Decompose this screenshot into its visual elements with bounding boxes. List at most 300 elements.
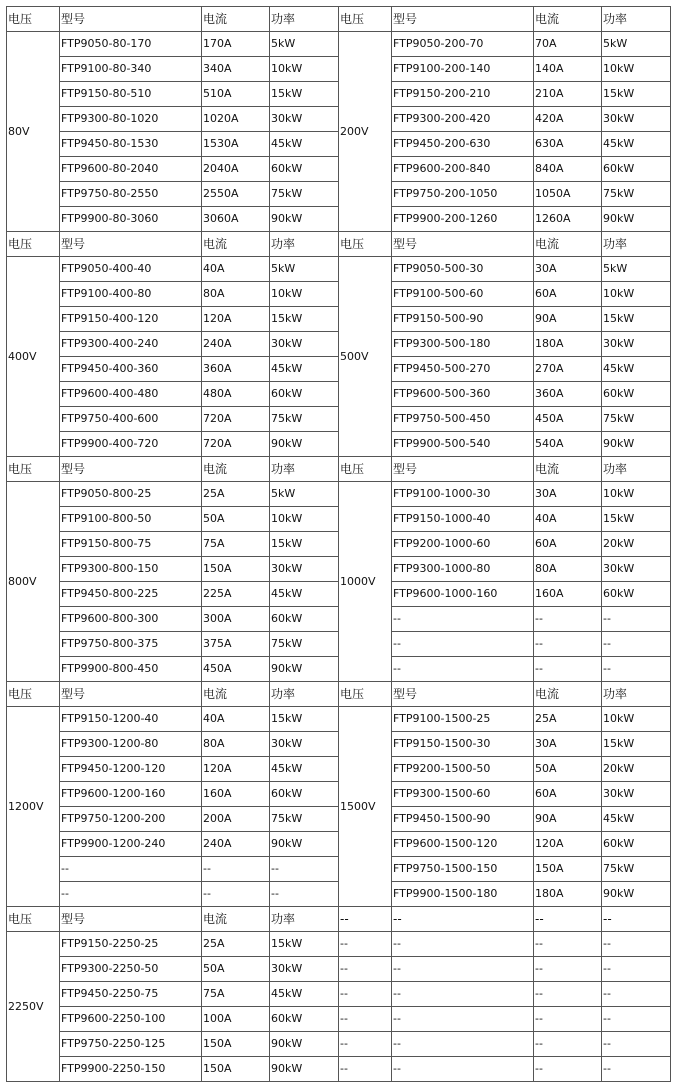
header-power: 功率 [602,7,671,32]
power-cell: 45kW [270,357,339,382]
power-cell: 10kW [602,707,671,732]
header-model: 型号 [392,682,534,707]
power-cell: 30kW [270,557,339,582]
model-cell: FTP9750-200-1050 [392,182,534,207]
model-cell: FTP9900-400-720 [60,432,202,457]
current-cell: 150A [202,1032,270,1057]
model-cell: FTP9150-200-210 [392,82,534,107]
power-cell: 15kW [270,307,339,332]
current-cell: 420A [534,107,602,132]
header-model: 型号 [60,232,202,257]
power-cell: 90kW [270,1057,339,1082]
model-cell: FTP9450-500-270 [392,357,534,382]
voltage-cell: 1200V [7,707,60,907]
voltage-cell: 800V [7,482,60,682]
model-cell: FTP9750-800-375 [60,632,202,657]
current-cell: -- [202,882,270,907]
header-model: 型号 [392,232,534,257]
model-cell: FTP9600-1200-160 [60,782,202,807]
current-cell: 50A [202,957,270,982]
power-cell: 90kW [270,657,339,682]
power-cell: 15kW [270,82,339,107]
current-cell: 3060A [202,207,270,232]
power-cell: 60kW [270,607,339,632]
placeholder-cell: -- [602,957,671,982]
power-cell: 30kW [602,332,671,357]
model-cell: FTP9900-200-1260 [392,207,534,232]
current-cell: 150A [202,557,270,582]
power-cell: 90kW [602,207,671,232]
current-cell: 60A [534,782,602,807]
current-cell: 25A [202,932,270,957]
placeholder-cell: -- [534,1007,602,1032]
section-header-row [7,907,671,932]
voltage-cell: 1000V [339,482,392,682]
model-cell: FTP9450-800-225 [60,582,202,607]
model-cell: FTP9150-500-90 [392,307,534,332]
model-cell: FTP9300-1500-60 [392,782,534,807]
current-cell: 240A [202,832,270,857]
power-cell: 90kW [602,432,671,457]
section-header-row [7,232,671,257]
current-cell: 40A [202,707,270,732]
power-cell: 90kW [270,432,339,457]
power-cell: 45kW [602,807,671,832]
current-cell: 140A [534,57,602,82]
header-current: 电流 [202,7,270,32]
header-voltage: 电压 [7,907,60,932]
header-placeholder: -- [339,907,392,932]
current-cell: 270A [534,357,602,382]
current-cell: 60A [534,532,602,557]
power-cell: 45kW [270,132,339,157]
placeholder-cell: -- [339,957,392,982]
voltage-cell: 200V [339,32,392,232]
table-row [7,32,671,57]
current-cell: -- [534,632,602,657]
current-cell: 80A [202,732,270,757]
model-cell: FTP9100-80-340 [60,57,202,82]
placeholder-cell: -- [534,932,602,957]
table-row [7,932,671,957]
placeholder-cell: -- [392,957,534,982]
model-cell: FTP9600-1500-120 [392,832,534,857]
header-power: 功率 [270,232,339,257]
current-cell: 360A [202,357,270,382]
power-cell: -- [602,607,671,632]
placeholder-cell: -- [602,932,671,957]
power-cell: 30kW [270,957,339,982]
power-cell: 60kW [270,1007,339,1032]
model-cell: FTP9100-1500-25 [392,707,534,732]
model-cell: FTP9750-80-2550 [60,182,202,207]
placeholder-cell: -- [534,1032,602,1057]
current-cell: 180A [534,882,602,907]
power-cell: -- [602,632,671,657]
header-placeholder: -- [534,907,602,932]
power-cell: 60kW [602,582,671,607]
power-cell: 10kW [270,282,339,307]
current-cell: 200A [202,807,270,832]
power-cell: 15kW [602,732,671,757]
current-cell: 480A [202,382,270,407]
current-cell: 340A [202,57,270,82]
current-cell: 1530A [202,132,270,157]
header-model: 型号 [60,457,202,482]
model-cell: FTP9600-2250-100 [60,1007,202,1032]
model-cell: FTP9100-800-50 [60,507,202,532]
power-cell: 15kW [602,507,671,532]
model-cell: FTP9050-800-25 [60,482,202,507]
current-cell: 450A [534,407,602,432]
power-cell: 45kW [270,757,339,782]
power-cell: 60kW [602,382,671,407]
placeholder-cell: -- [602,1032,671,1057]
power-cell: 5kW [270,257,339,282]
product-spec-table [6,6,671,1082]
voltage-cell: 400V [7,257,60,457]
current-cell: -- [202,857,270,882]
model-cell: FTP9900-500-540 [392,432,534,457]
model-cell: FTP9150-80-510 [60,82,202,107]
model-cell: FTP9450-1200-120 [60,757,202,782]
current-cell: 30A [534,732,602,757]
power-cell: 45kW [270,982,339,1007]
model-cell: FTP9200-1500-50 [392,757,534,782]
section-header-row [7,457,671,482]
placeholder-cell: -- [339,1032,392,1057]
placeholder-cell: -- [534,1057,602,1082]
placeholder-cell: -- [534,982,602,1007]
power-cell: -- [602,657,671,682]
power-cell: 75kW [602,182,671,207]
current-cell: 180A [534,332,602,357]
current-cell: 90A [534,307,602,332]
header-power: 功率 [602,682,671,707]
header-current: 电流 [534,682,602,707]
model-cell: FTP9050-200-70 [392,32,534,57]
current-cell: 120A [534,832,602,857]
current-cell: 50A [534,757,602,782]
header-placeholder: -- [392,907,534,932]
current-cell: 40A [534,507,602,532]
placeholder-cell: -- [392,932,534,957]
model-cell: FTP9450-80-1530 [60,132,202,157]
placeholder-cell: -- [392,1032,534,1057]
model-cell: FTP9300-2250-50 [60,957,202,982]
model-cell: FTP9150-1500-30 [392,732,534,757]
power-cell: 90kW [270,1032,339,1057]
header-voltage: 电压 [339,232,392,257]
current-cell: 160A [202,782,270,807]
header-model: 型号 [60,7,202,32]
current-cell: 75A [202,532,270,557]
header-voltage: 电压 [7,457,60,482]
power-cell: 5kW [270,32,339,57]
voltage-cell: 500V [339,257,392,457]
power-cell: 75kW [270,407,339,432]
current-cell: 120A [202,757,270,782]
model-cell: FTP9450-2250-75 [60,982,202,1007]
header-voltage: 电压 [339,457,392,482]
current-cell: 120A [202,307,270,332]
header-power: 功率 [602,232,671,257]
model-cell: FTP9450-1500-90 [392,807,534,832]
power-cell: 30kW [602,557,671,582]
power-cell: 60kW [602,157,671,182]
current-cell: 540A [534,432,602,457]
model-cell: FTP9750-2250-125 [60,1032,202,1057]
model-cell: FTP9100-1000-30 [392,482,534,507]
placeholder-cell: -- [339,932,392,957]
power-cell: 5kW [602,32,671,57]
model-cell: FTP9150-2250-25 [60,932,202,957]
model-cell: FTP9600-400-480 [60,382,202,407]
model-cell: FTP9900-1200-240 [60,832,202,857]
model-cell: FTP9300-500-180 [392,332,534,357]
model-cell: FTP9300-800-150 [60,557,202,582]
model-cell: FTP9300-200-420 [392,107,534,132]
current-cell: 25A [534,707,602,732]
power-cell: 90kW [602,882,671,907]
model-cell: FTP9300-400-240 [60,332,202,357]
power-cell: 90kW [270,832,339,857]
header-power: 功率 [270,457,339,482]
header-model: 型号 [60,682,202,707]
current-cell: 840A [534,157,602,182]
power-cell: -- [270,882,339,907]
model-cell: FTP9450-200-630 [392,132,534,157]
model-cell: FTP9200-1000-60 [392,532,534,557]
current-cell: 80A [534,557,602,582]
power-cell: 5kW [270,482,339,507]
current-cell: 40A [202,257,270,282]
model-cell: -- [392,632,534,657]
current-cell: 60A [534,282,602,307]
header-power: 功率 [602,457,671,482]
power-cell: 20kW [602,757,671,782]
header-model: 型号 [392,457,534,482]
current-cell: 210A [534,82,602,107]
current-cell: 1050A [534,182,602,207]
current-cell: 25A [202,482,270,507]
current-cell: 1020A [202,107,270,132]
power-cell: 15kW [602,307,671,332]
model-cell: FTP9600-500-360 [392,382,534,407]
power-cell: 60kW [270,382,339,407]
current-cell: 150A [534,857,602,882]
model-cell: FTP9900-800-450 [60,657,202,682]
power-cell: 15kW [270,532,339,557]
placeholder-cell: -- [534,957,602,982]
model-cell: -- [60,857,202,882]
placeholder-cell: -- [602,982,671,1007]
model-cell: FTP9050-500-30 [392,257,534,282]
current-cell: 2040A [202,157,270,182]
current-cell: 150A [202,1057,270,1082]
current-cell: 510A [202,82,270,107]
power-cell: 20kW [602,532,671,557]
current-cell: 630A [534,132,602,157]
power-cell: 75kW [270,632,339,657]
header-power: 功率 [270,7,339,32]
header-power: 功率 [270,907,339,932]
model-cell: FTP9900-80-3060 [60,207,202,232]
placeholder-cell: -- [602,1057,671,1082]
power-cell: 10kW [270,57,339,82]
header-voltage: 电压 [7,682,60,707]
power-cell: 30kW [602,107,671,132]
header-model: 型号 [60,907,202,932]
current-cell: 1260A [534,207,602,232]
power-cell: 45kW [270,582,339,607]
header-model: 型号 [392,7,534,32]
header-voltage: 电压 [339,682,392,707]
table-row [7,257,671,282]
header-current: 电流 [202,457,270,482]
power-cell: 10kW [602,282,671,307]
header-current: 电流 [534,232,602,257]
current-cell: 720A [202,407,270,432]
power-cell: 15kW [270,932,339,957]
model-cell: FTP9900-2250-150 [60,1057,202,1082]
current-cell: 300A [202,607,270,632]
model-cell: FTP9050-400-40 [60,257,202,282]
section-header-row [7,682,671,707]
power-cell: 30kW [270,732,339,757]
placeholder-cell: -- [339,982,392,1007]
voltage-cell: 1500V [339,707,392,907]
model-cell: FTP9750-1500-150 [392,857,534,882]
power-cell: 30kW [270,107,339,132]
power-cell: 75kW [602,407,671,432]
power-cell: 75kW [270,182,339,207]
current-cell: 375A [202,632,270,657]
current-cell: 225A [202,582,270,607]
model-cell: FTP9150-800-75 [60,532,202,557]
model-cell: FTP9100-400-80 [60,282,202,307]
model-cell: FTP9150-1200-40 [60,707,202,732]
voltage-cell: 2250V [7,932,60,1082]
model-cell: FTP9600-1000-160 [392,582,534,607]
model-cell: FTP9600-800-300 [60,607,202,632]
power-cell: 75kW [270,807,339,832]
model-cell: FTP9150-1000-40 [392,507,534,532]
current-cell: 90A [534,807,602,832]
model-cell: FTP9450-400-360 [60,357,202,382]
power-cell: 15kW [602,82,671,107]
current-cell: 720A [202,432,270,457]
header-current: 电流 [202,907,270,932]
power-cell: 10kW [270,507,339,532]
power-cell: 30kW [602,782,671,807]
power-cell: 75kW [602,857,671,882]
current-cell: 170A [202,32,270,57]
current-cell: 75A [202,982,270,1007]
placeholder-cell: -- [602,1007,671,1032]
power-cell: 45kW [602,132,671,157]
model-cell: -- [392,607,534,632]
current-cell: 80A [202,282,270,307]
header-current: 电流 [202,232,270,257]
header-power: 功率 [270,682,339,707]
power-cell: 60kW [602,832,671,857]
current-cell: 50A [202,507,270,532]
model-cell: -- [60,882,202,907]
current-cell: 30A [534,257,602,282]
model-cell: FTP9750-1200-200 [60,807,202,832]
header-current: 电流 [202,682,270,707]
table-row [7,1007,671,1032]
table-row [7,482,671,507]
model-cell: FTP9300-1200-80 [60,732,202,757]
current-cell: -- [534,657,602,682]
placeholder-cell: -- [339,1057,392,1082]
model-cell: FTP9750-500-450 [392,407,534,432]
header-voltage: 电压 [339,7,392,32]
current-cell: 450A [202,657,270,682]
voltage-cell: 80V [7,32,60,232]
power-cell: 30kW [270,332,339,357]
header-placeholder: -- [602,907,671,932]
placeholder-cell: -- [339,1007,392,1032]
power-cell: 5kW [602,257,671,282]
table-row [7,707,671,732]
power-cell: 60kW [270,157,339,182]
model-cell: FTP9300-1000-80 [392,557,534,582]
model-cell: FTP9100-200-140 [392,57,534,82]
header-voltage: 电压 [7,232,60,257]
table-row [7,1032,671,1057]
model-cell: FTP9750-400-600 [60,407,202,432]
model-cell: -- [392,657,534,682]
model-cell: FTP9300-80-1020 [60,107,202,132]
table-row [7,957,671,982]
placeholder-cell: -- [392,1007,534,1032]
spec-table-body [7,7,671,1082]
model-cell: FTP9050-80-170 [60,32,202,57]
header-voltage: 电压 [7,7,60,32]
current-cell: 2550A [202,182,270,207]
current-cell: 30A [534,482,602,507]
current-cell: 160A [534,582,602,607]
header-current: 电流 [534,7,602,32]
current-cell: 240A [202,332,270,357]
placeholder-cell: -- [392,982,534,1007]
power-cell: 10kW [602,482,671,507]
power-cell: -- [270,857,339,882]
power-cell: 10kW [602,57,671,82]
model-cell: FTP9100-500-60 [392,282,534,307]
model-cell: FTP9600-200-840 [392,157,534,182]
power-cell: 15kW [270,707,339,732]
table-row [7,1057,671,1082]
power-cell: 90kW [270,207,339,232]
table-row [7,982,671,1007]
model-cell: FTP9600-80-2040 [60,157,202,182]
current-cell: 360A [534,382,602,407]
header-current: 电流 [534,457,602,482]
model-cell: FTP9900-1500-180 [392,882,534,907]
current-cell: 100A [202,1007,270,1032]
power-cell: 45kW [602,357,671,382]
placeholder-cell: -- [392,1057,534,1082]
power-cell: 60kW [270,782,339,807]
section-header-row [7,7,671,32]
current-cell: 70A [534,32,602,57]
current-cell: -- [534,607,602,632]
model-cell: FTP9150-400-120 [60,307,202,332]
